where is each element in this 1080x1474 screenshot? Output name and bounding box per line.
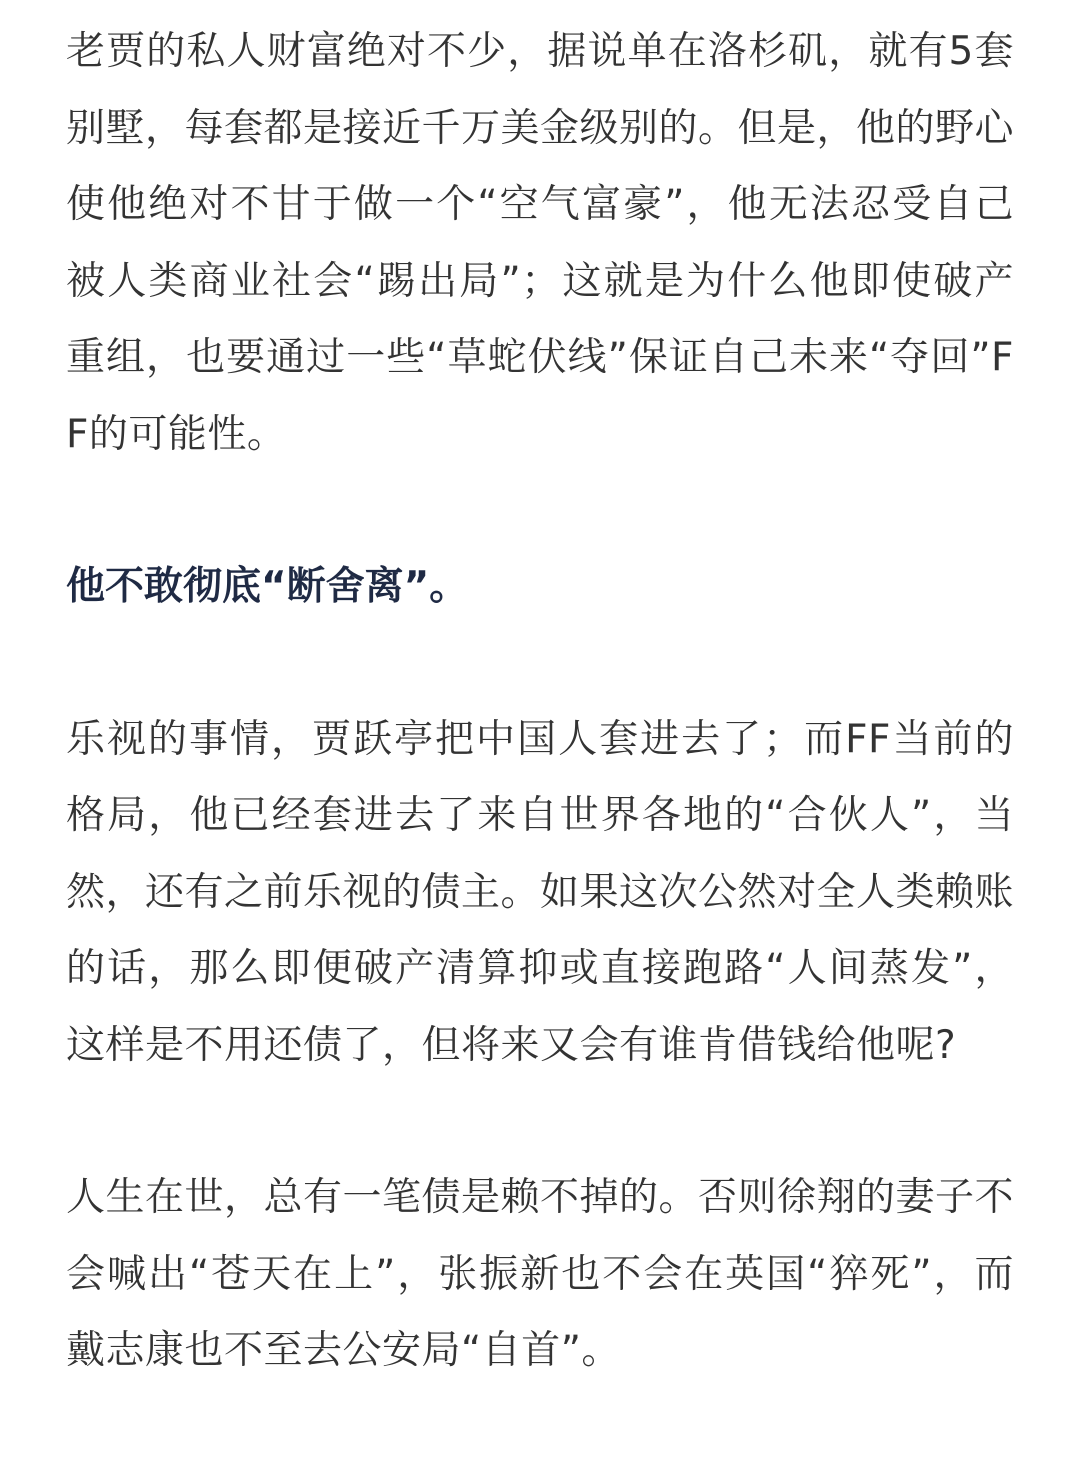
paragraph-spacer	[66, 1084, 1014, 1160]
paragraph-spacer	[66, 626, 1014, 702]
section-heading: 他不敢彻底“断舍离”。	[66, 564, 469, 609]
article-body	[66, 14, 1014, 1390]
paragraph-spacer	[66, 473, 1014, 549]
paragraph-debt: 乐视的事情，贾跃亭把中国人套进去了；而FF当前的格局，他已经套进去了来自世界各地的“合伙人”，当然，还有之前乐视的债主。如果这次公然对全人类赖账的话，那么即便破产清算抑或直接跑路“人间蒸发”，这样是不用还债了，但将来又会有谁肯借钱给他呢?	[66, 716, 1015, 1068]
paragraph-conclusion: 人生在世，总有一笔债是赖不掉的。否则徐翔的妻子不会喊出“苍天在上”，张振新也不会在英国“猝死”，而戴志康也不至去公安局“自首”。	[66, 1175, 1015, 1373]
paragraph-wealth: 老贾的私人财富绝对不少，据说单在洛杉矶，就有5套别墅，每套都是接近千万美金级别的。但是，他的野心使他绝对不甘于做一个“空气富豪”，他无法忍受自己被人类商业社会“踢出局”；这就是为什么他即使破产重组，也要通过一些“草蛇伏线”保证自己未来“夺回”FF的可能性。	[66, 29, 1015, 457]
